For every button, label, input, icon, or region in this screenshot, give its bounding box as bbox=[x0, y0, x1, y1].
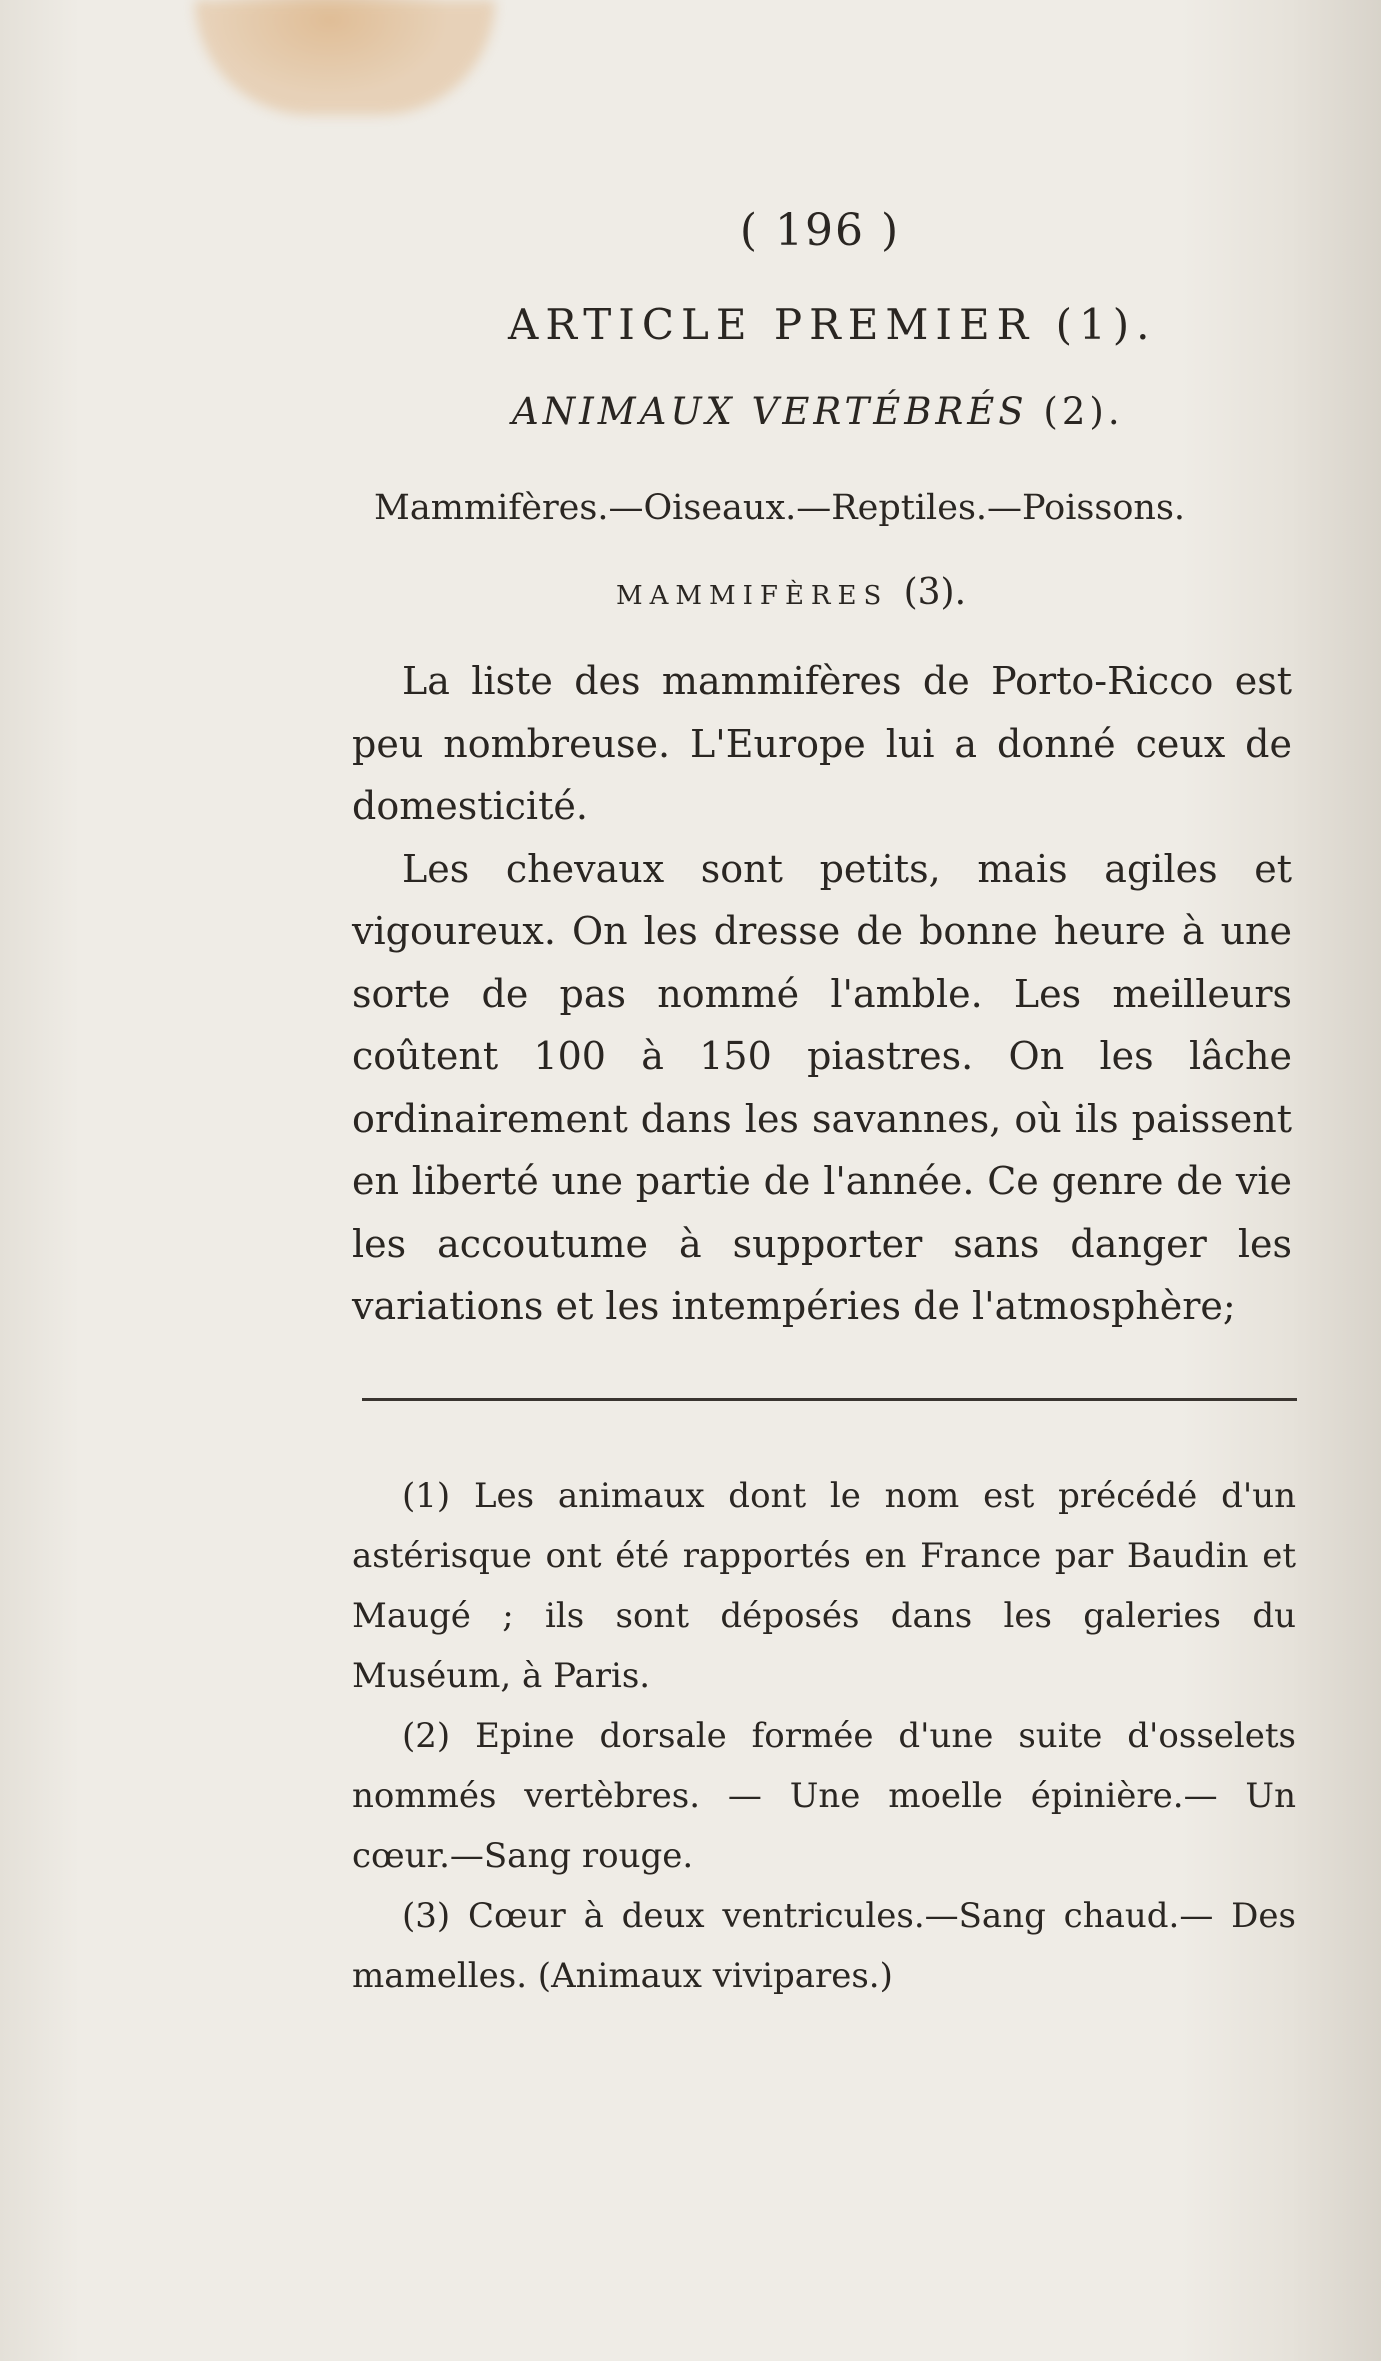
article-title: ARTICLE PREMIER (1). bbox=[508, 300, 1157, 349]
body-text bbox=[352, 650, 1292, 1338]
section-footnote-ref: (2). bbox=[1043, 390, 1124, 433]
vertebrate-classes-line: Mammifères.—Oiseaux.—Reptiles.—Poissons. bbox=[374, 488, 1186, 528]
section-title-text: ANIMAUX VERTÉBRÉS bbox=[512, 390, 1028, 433]
section-title bbox=[512, 390, 1124, 433]
subsection-footnote-ref: (3). bbox=[903, 572, 967, 613]
subsection-title-text: MAMMIFÈRES bbox=[616, 581, 889, 611]
footnote: (2) Epine dorsale formée d'une suite d'osselets nommés vertèbres. — Une moelle épinière.— Un cœur.—Sang rouge. bbox=[352, 1716, 1296, 1876]
footnote: (3) Cœur à deux ventricules.—Sang chaud.— Des mamelles. (Animaux vivipares.) bbox=[352, 1896, 1296, 1996]
page-number: ( 196 ) bbox=[739, 205, 901, 256]
footnotes bbox=[352, 1466, 1296, 2006]
paper-stain bbox=[195, 0, 495, 115]
subsection-title bbox=[616, 572, 966, 613]
body-paragraph: La liste des mammifères de Porto-Ricco est peu nombreuse. L'Europe lui a donné ceux de domesticité. bbox=[352, 659, 1292, 828]
footnote: (1) Les animaux dont le nom est précédé d'un astérisque ont été rapportés en France par Baudin et Maugé ; ils sont déposés dans les galeries du Muséum, à Paris. bbox=[352, 1476, 1296, 1696]
footnote-divider bbox=[362, 1398, 1297, 1401]
body-paragraph: Les chevaux sont petits, mais agiles et vigoureux. On les dresse de bonne heure à une sorte de pas nommé l'amble. Les meilleurs coûtent 100 à 150 piastres. On les lâche ordinairement dans les savannes, où ils paissent en liberté une partie de l'année. Ce genre de vie les accoutume à supporter sans danger les variations et les intempéries de l'atmosphère; bbox=[352, 846, 1292, 1328]
